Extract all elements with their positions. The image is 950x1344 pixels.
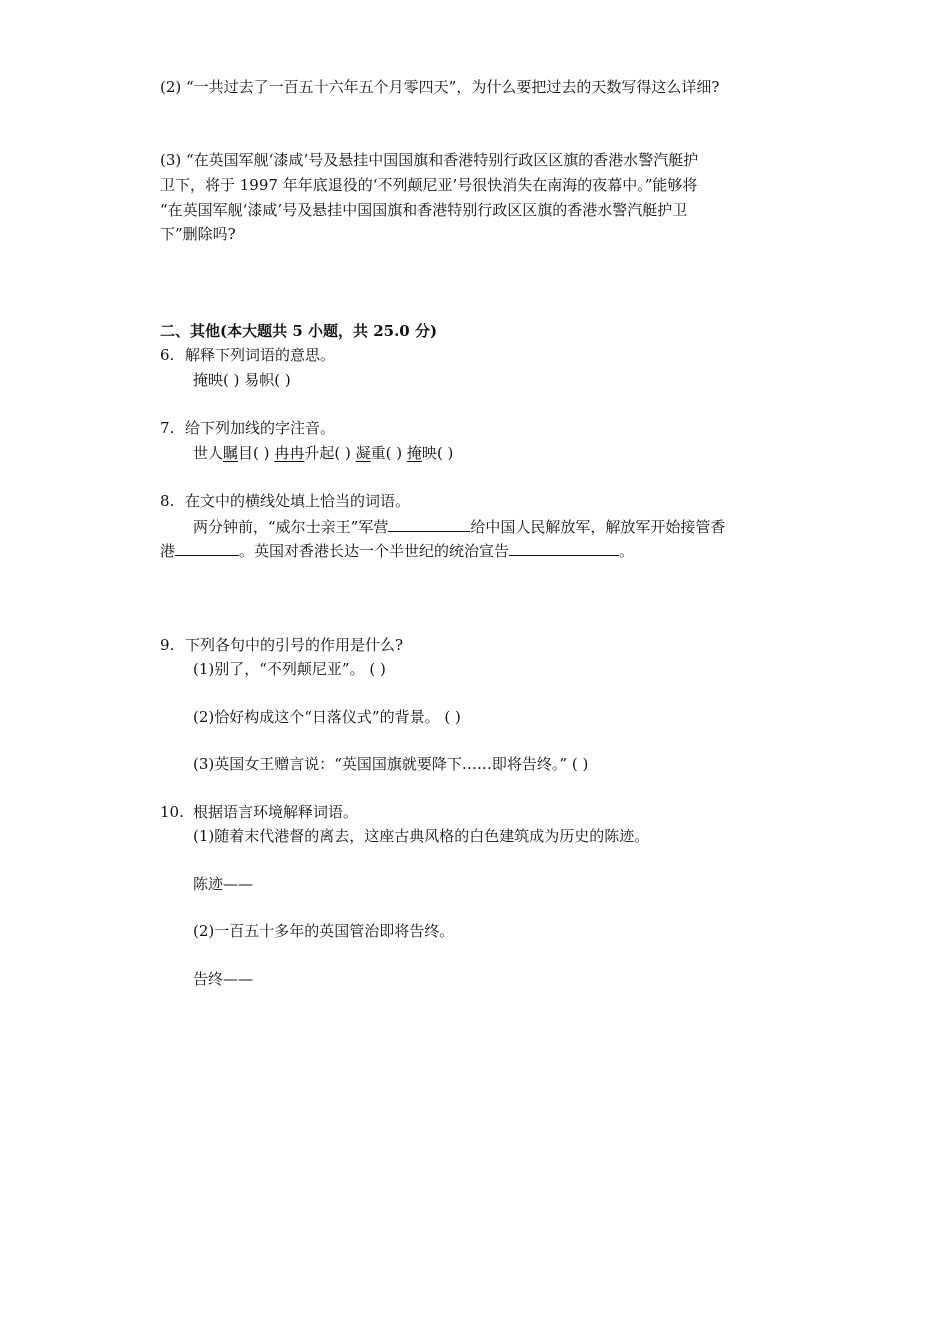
- q8-blank-2[interactable]: [175, 540, 239, 556]
- q7-word-a-pre: 世人: [193, 444, 224, 462]
- q7-word-d-post: 映: [421, 444, 437, 462]
- q8-prompt-text: 在文中的横线处填上恰当的词语。: [185, 492, 411, 510]
- q7-answer-paren-a[interactable]: ( ): [253, 444, 270, 462]
- q8-text-3: 港: [160, 542, 176, 560]
- q7-word-a-post: 目: [238, 444, 254, 462]
- q7-prompt: [160, 418, 335, 438]
- q6-word-1: 掩映: [193, 371, 224, 389]
- q10-sentence-2: (2)一百五十多年的英国管治即将告终。: [193, 922, 455, 940]
- q9-sentence-2: (2)恰好构成这个“日落仪式”的背景。 ( ): [193, 708, 461, 726]
- q8-passage-line-1: [193, 516, 725, 537]
- q8-blank-1[interactable]: [388, 516, 470, 532]
- q8-blank-3[interactable]: [509, 540, 619, 556]
- q6-words: [193, 370, 291, 390]
- q7-answer-paren-b[interactable]: ( ): [334, 444, 351, 462]
- q10-answer-1: 陈迹——: [193, 875, 254, 893]
- q10-prompt-text: 根据语言环境解释词语。: [193, 803, 359, 821]
- q8-text-4: 。英国对香港长达一个半世纪的统治宣告: [239, 542, 510, 560]
- q8-text-2: 给中国人民解放军，解放军开始接管香: [470, 518, 726, 536]
- section-2-heading: 二、其他(本大题共 5 小题，共 25.0 分): [160, 322, 438, 340]
- q9-prompt: [160, 635, 403, 655]
- q9-prompt-text: 下列各句中的引号的作用是什么?: [185, 636, 404, 654]
- q5-sub-question-3-line-4: 下”删除吗?: [160, 225, 236, 243]
- q8-number: 8.: [160, 492, 175, 510]
- q6-number: 6.: [160, 346, 175, 364]
- q10-answer-2: 告终——: [193, 970, 254, 988]
- q9-sentence-1: (1)别了，“不列颠尼亚”。 ( ): [193, 660, 386, 678]
- q7-word-b-underlined: 冉冉: [274, 444, 305, 462]
- q6-prompt: [160, 345, 335, 365]
- q9-number: 9.: [160, 636, 175, 654]
- q5-sub-question-3-line-3: “在英国军舰‘漆咸’号及悬挂中国国旗和香港特别行政区区旗的香港水警汽艇护卫: [160, 201, 688, 219]
- q7-words: [193, 443, 453, 463]
- q5-sub-question-2: (2) “一共过去了一百五十六年五个月零四天”，为什么要把过去的天数写得这么详细?: [160, 78, 720, 96]
- q8-passage-line-2: [160, 540, 634, 561]
- q9-sentence-3: (3)英国女王赠言说：“英国国旗就要降下……即将告终。” ( ): [193, 755, 589, 773]
- q6-prompt-text: 解释下列词语的意思。: [185, 346, 336, 364]
- q7-number: 7.: [160, 419, 175, 437]
- q7-word-c-post: 重: [370, 444, 386, 462]
- q7-word-c-underlined: 凝: [355, 444, 371, 462]
- q10-sentence-1: (1)随着末代港督的离去，这座古典风格的白色建筑成为历史的陈迹。: [193, 827, 650, 845]
- q7-word-a-underlined: 瞩: [223, 444, 239, 462]
- q6-answer-paren-1[interactable]: ( ): [223, 371, 240, 389]
- q5-sub-question-3-line-1: (3) “在英国军舰‘漆咸’号及悬挂中国国旗和香港特别行政区区旗的香港水警汽艇护: [160, 151, 699, 169]
- q8-prompt: [160, 491, 410, 511]
- q6-answer-paren-2[interactable]: ( ): [274, 371, 291, 389]
- q7-answer-paren-d[interactable]: ( ): [436, 444, 454, 462]
- q7-answer-paren-c[interactable]: ( ): [385, 444, 403, 462]
- q7-word-b-post: 升起: [304, 444, 335, 462]
- q7-prompt-text: 给下列加线的字注音。: [185, 419, 336, 437]
- q8-text-1: 两分钟前，“威尔士亲王”军营: [193, 518, 389, 536]
- q8-text-5: 。: [619, 542, 635, 560]
- q10-number: 10.: [160, 803, 184, 821]
- q10-prompt: [160, 802, 358, 822]
- q6-word-2: 易帜: [244, 371, 275, 389]
- q7-word-d-underlined: 掩: [406, 444, 422, 462]
- q5-sub-question-3-line-2: 卫下，将于 1997 年年底退役的‘不列颠尼亚’号很快消失在南海的夜幕中。”能够将: [160, 176, 698, 194]
